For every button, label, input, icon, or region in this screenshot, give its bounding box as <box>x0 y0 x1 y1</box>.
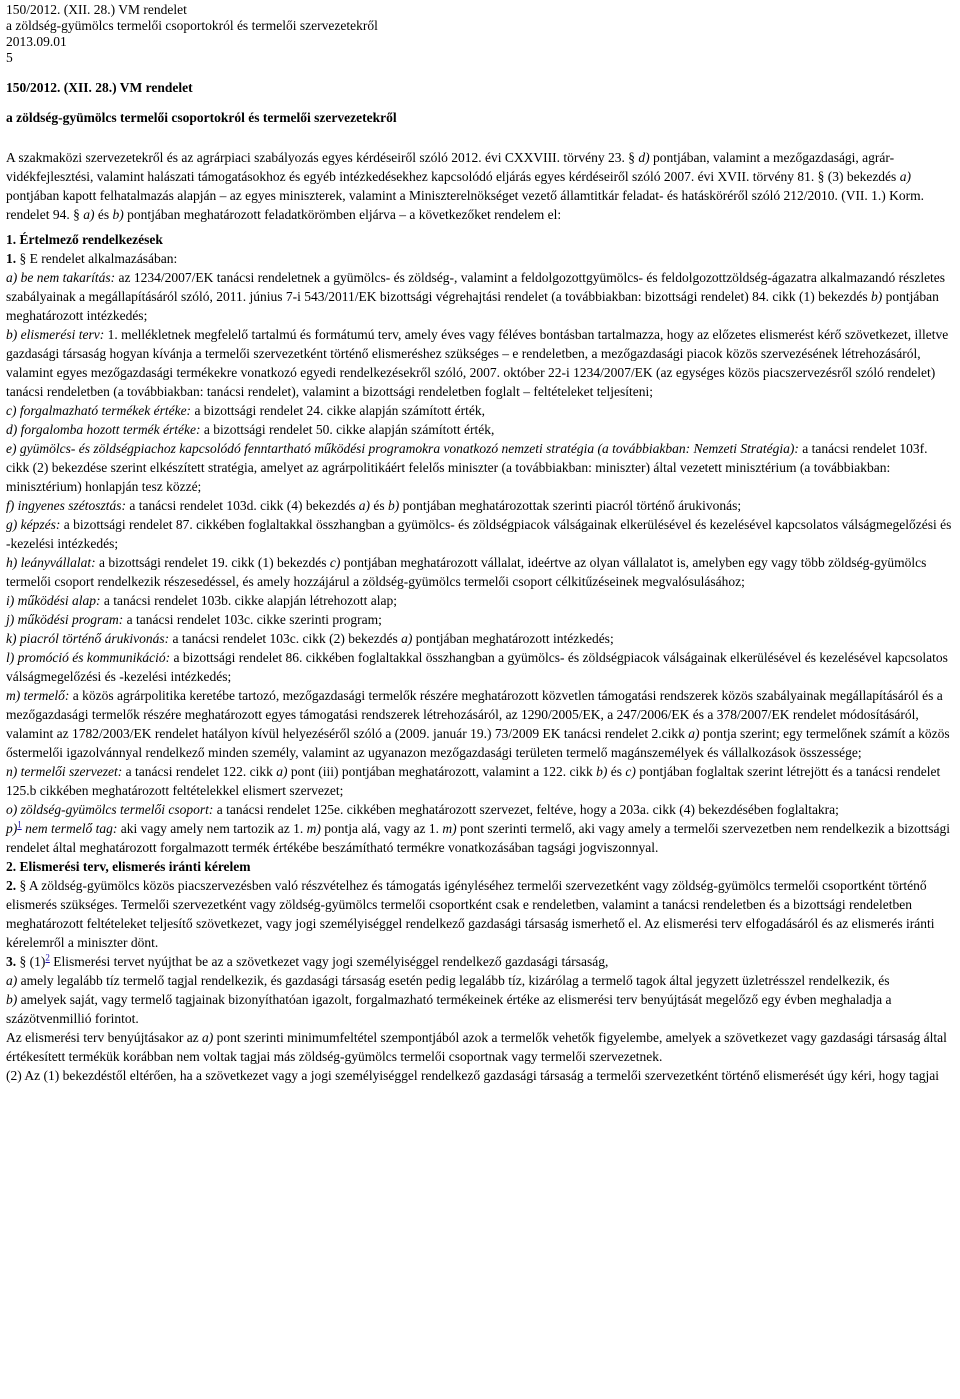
definition-b: b) elismerési terv: 1. mellékletnek megfelelő tartalmú és formátumú terv, amely éves vagy féléves bontásban tartalmazza, hogy az előzetes elismerést kérő szövetkezet, illetve gazdasági társaság hogyan kívánja a termelői szervezetként történő elismeréshez szükséges – e rendeletben, a mezőgazdasági piacok közös szervezésének létrehozásáról, valamint egyes mezőgazdasági termékekre vonatkozó egyedi rendelkezésekről szóló, 2007. október 22-i 1234/2007/EK (az egységes közös piacszervezésről szóló rendelet) tanácsi rendeletben (a továbbiakban: tanácsi rendelet), valamint a bizottsági rendeletben foglalt – feltételeket teljesíteni; <box>6 327 949 399</box>
paragraph-1: 1. § E rendelet alkalmazásában: <box>6 251 178 266</box>
section-2-heading: 2. Elismerési terv, elismerés iránti kérelem <box>6 859 251 874</box>
definition-e: e) gyümölcs- és zöldségpiachoz kapcsolódó fenntartható működési programokra vonatkozó nemzeti stratégia (a továbbiakban: Nemzeti Stratégia): a tanácsi rendelet 103f. cikk (2) bekezdése szerint elkészített stratégia, amelyet az agrárpolitikáért felelős miniszter (a továbbiakban: miniszter) által vezetett minisztérium (a továbbiakban: minisztérium) honlapján tesz közzé; <box>6 441 928 494</box>
decree-subject: a zöldség-gyümölcs termelői csoportokról és termelői szervezetekről <box>6 110 397 125</box>
definition-k: k) piacról történő árukivonás: a tanácsi rendelet 103c. cikk (2) bekezdés a) pontjában meghatározott intézkedés; <box>6 631 614 646</box>
paragraph-3-subsection-2: (2) Az (1) bekezdéstől eltérően, ha a szövetkezet vagy a jogi személyiséggel rendelkező gazdasági társaság a termelői szervezetként történő elismerését úgy kéri, hogy tagjai <box>6 1068 939 1083</box>
definition-c: c) forgalmazható termékek értéke: a bizottsági rendelet 24. cikke alapján számított érték, <box>6 403 485 418</box>
header-decree-number: 150/2012. (XII. 28.) VM rendelet <box>6 2 187 17</box>
running-header <box>6 2 378 66</box>
definition-n: n) termelői szervezet: a tanácsi rendelet 122. cikk a) pont (iii) pontjában meghatározott, valamint a 122. cikk b) és c) pontjában foglaltak szerint létrejött és a tanácsi rendelet 125.b cikkében meghatározott feltételekkel elismert szervezet; <box>6 764 941 798</box>
definition-h: h) leányvállalat: a bizottsági rendelet 19. cikk (1) bekezdés c) pontjában meghatározott vállalat, ideértve az olyan vállalatot is, amelyben egy vagy több zöldség-gyümölcs termelői csoport rendelkezik részesedéssel, és amely hozzájárul a zöldség-gyümölcs termelői csoport célkitűzéseinek megvalósulásához; <box>6 555 927 589</box>
preamble: A szakmaközi szervezetekről és az agrárpiaci szabályozás egyes kérdéseiről szóló 2012. évi CXXVIII. törvény 23. § d) pontjában, valamint a mezőgazdasági, agrár-vidékfejlesztési, valamint halászati támogatásokhoz és egyéb intézkedésekhez kapcsolódó eljárás egyes kérdéseiről szóló 2007. évi XVII. törvény 81. § (3) bekezdés a) pontjában kapott felhatalmazás alapján – az egyes miniszterek, valamint a Miniszterelnökséget vezető államtitkár feladat- és hatásköréről szóló 212/2010. (VII. 1.) Korm. rendelet 94. § a) és b) pontjában meghatározott feladatkörömben eljárva – a következőket rendelem el: <box>6 150 925 222</box>
definition-f: f) ingyenes szétosztás: a tanácsi rendelet 103d. cikk (4) bekezdés a) és b) pontjában meghatározottak szerinti piacról történő árukivonás; <box>6 498 742 513</box>
header-date: 2013.09.01 <box>6 34 67 49</box>
paragraph-3-note: Az elismerési terv benyújtásakor az a) pont szerinti minimumfeltétel szempontjából azok a termelők vehetők figyelembe, amelyek a szövetkezet vagy gazdasági társaság által értékesített termékük korábban nem voltak tagjai más zöldség-gyümölcs termelői csoportnak vagy termelői szervezetnek. <box>6 1030 947 1064</box>
paragraph-3-point-b: b) amelyek saját, vagy termelő tagjainak bizonyíthatóan igazolt, forgalmazható termékeinek értéke az elismerési terv benyújtását megelőző egy évben meghaladja a százötvenmillió forintot. <box>6 992 892 1026</box>
header-decree-subject: a zöldség-gyümölcs termelői csoportokról és termelői szervezetekről <box>6 18 378 33</box>
definition-g: g) képzés: a bizottsági rendelet 87. cikkében foglaltakkal összhangban a gyümölcs- és zöldségpiacok válságainak elkerülésével és kezelésével kapcsolatos válságmegelőzési és -kezelési intézkedés; <box>6 517 952 551</box>
decree-title: 150/2012. (XII. 28.) VM rendelet <box>6 80 193 95</box>
definition-m: m) termelő: a közös agrárpolitika keretébe tartozó, mezőgazdasági termelők részére meghatározott közvetlen támogatási rendszerek közös szabályainak megállapításáról és a mezőgazdasági termelők részére meghatározott egyes támogatási rendszerek létrehozásáról, az 1290/2005/EK, a 247/2006/EK és a 378/2007/EK rendelet módosításáról, valamint az 1782/2003/EK rendelet hatályon kívül helyezéséről szóló a (2009. január 19.) 73/2009 EK tanácsi rendelet 2.cikk a) pontja szerint; egy termelőnek számít a közös őstermelői igazolvánnyal rendelkező minden személy, valamint az ugyanazon mezőgazdasági területen termelő magánszemélyek és vállalkozások összessége; <box>6 688 950 760</box>
paragraph-3-intro: 3. § (1)$^2$ Elismerési tervet nyújthat be az a szövetkezet vagy jogi személyiséggel rendelkező gazdasági társaság, <box>6 952 609 969</box>
paragraph-3-point-a: a) amely legalább tíz termelő tagjal rendelkezik, és gazdasági társaság esetén pedig legalább tíz, kizárólag a termelő tagok által jegyzett üzletrésszel rendelkezik, és <box>6 973 890 988</box>
definition-p: p)$^1$ nem termelő tag: aki vagy amely nem tartozik az 1. m) pontja alá, vagy az 1. m) pont szerinti termelő, aki vagy amely a termelői szervezetben nem rendelkezik a bizottsági rendelet által meghatározott forgalmazott termék értékébe beszámítható termékre vonatkozásában tagsági jogviszonnyal. <box>6 819 950 855</box>
paragraph-2: 2. § A zöldség-gyümölcs közös piacszervezésben való részvételhez és támogatás igényléséhez termelői szervezetként vagy zöldség-gyümölcs termelői csoportként történő elismerés szükséges. Termelői szervezetként vagy zöldség-gyümölcs termelői csoportként csak e rendeletben, valamint a tanácsi rendeletben és a bizottsági rendeletben meghatározott feltételeket teljesítő szövetkezet, vagy jogi személyiséggel rendelkező gazdasági társaság ismerhető el. Az elismerési terv elfogadásáról és az elismerés iránti kérelemről a miniszter dönt. <box>6 878 935 950</box>
definition-o: o) zöldség-gyümölcs termelői csoport: a tanácsi rendelet 125e. cikkében meghatározott szervezet, feltéve, hogy a 203a. cikk (4) bekezdésében foglaltakra; <box>6 802 839 817</box>
definition-l: l) promóció és kommunikáció: a bizottsági rendelet 86. cikkében foglaltakkal összhangban a gyümölcs- és zöldségpiacok válságainak elkerülésével és kezelésével kapcsolatos válságmegelőzési és -kezelési intézkedés; <box>6 650 948 684</box>
definition-i: i) működési alap: a tanácsi rendelet 103b. cikke alapján létrehozott alap; <box>6 593 397 608</box>
header-page-number: 5 <box>6 50 13 65</box>
footnote-link-2[interactable]: 2 <box>45 952 50 963</box>
definition-a: a) be nem takarítás: az 1234/2007/EK tanácsi rendeletnek a gyümölcs- és zöldség-, valamint a feldolgozottgyümölcs- és feldolgozottzöldség-ágazatra alkalmazandó részletes szabályainak a megállapításáról szóló, 2011. június 7-i 543/2011/EK bizottsági végrehajtási rendelet (a továbbiakban: bizottsági rendelet) 84. cikk (1) bekezdés b) pontjában meghatározott intézkedés; <box>6 270 946 323</box>
section-1-heading: 1. Értelmező rendelkezések <box>6 232 163 247</box>
definition-j: j) működési program: a tanácsi rendelet 103c. cikke szerinti program; <box>6 612 382 627</box>
footnote-link-1[interactable]: 1 <box>17 819 22 830</box>
definition-d: d) forgalomba hozott termék értéke: a bizottsági rendelet 50. cikke alapján számított érték, <box>6 422 495 437</box>
